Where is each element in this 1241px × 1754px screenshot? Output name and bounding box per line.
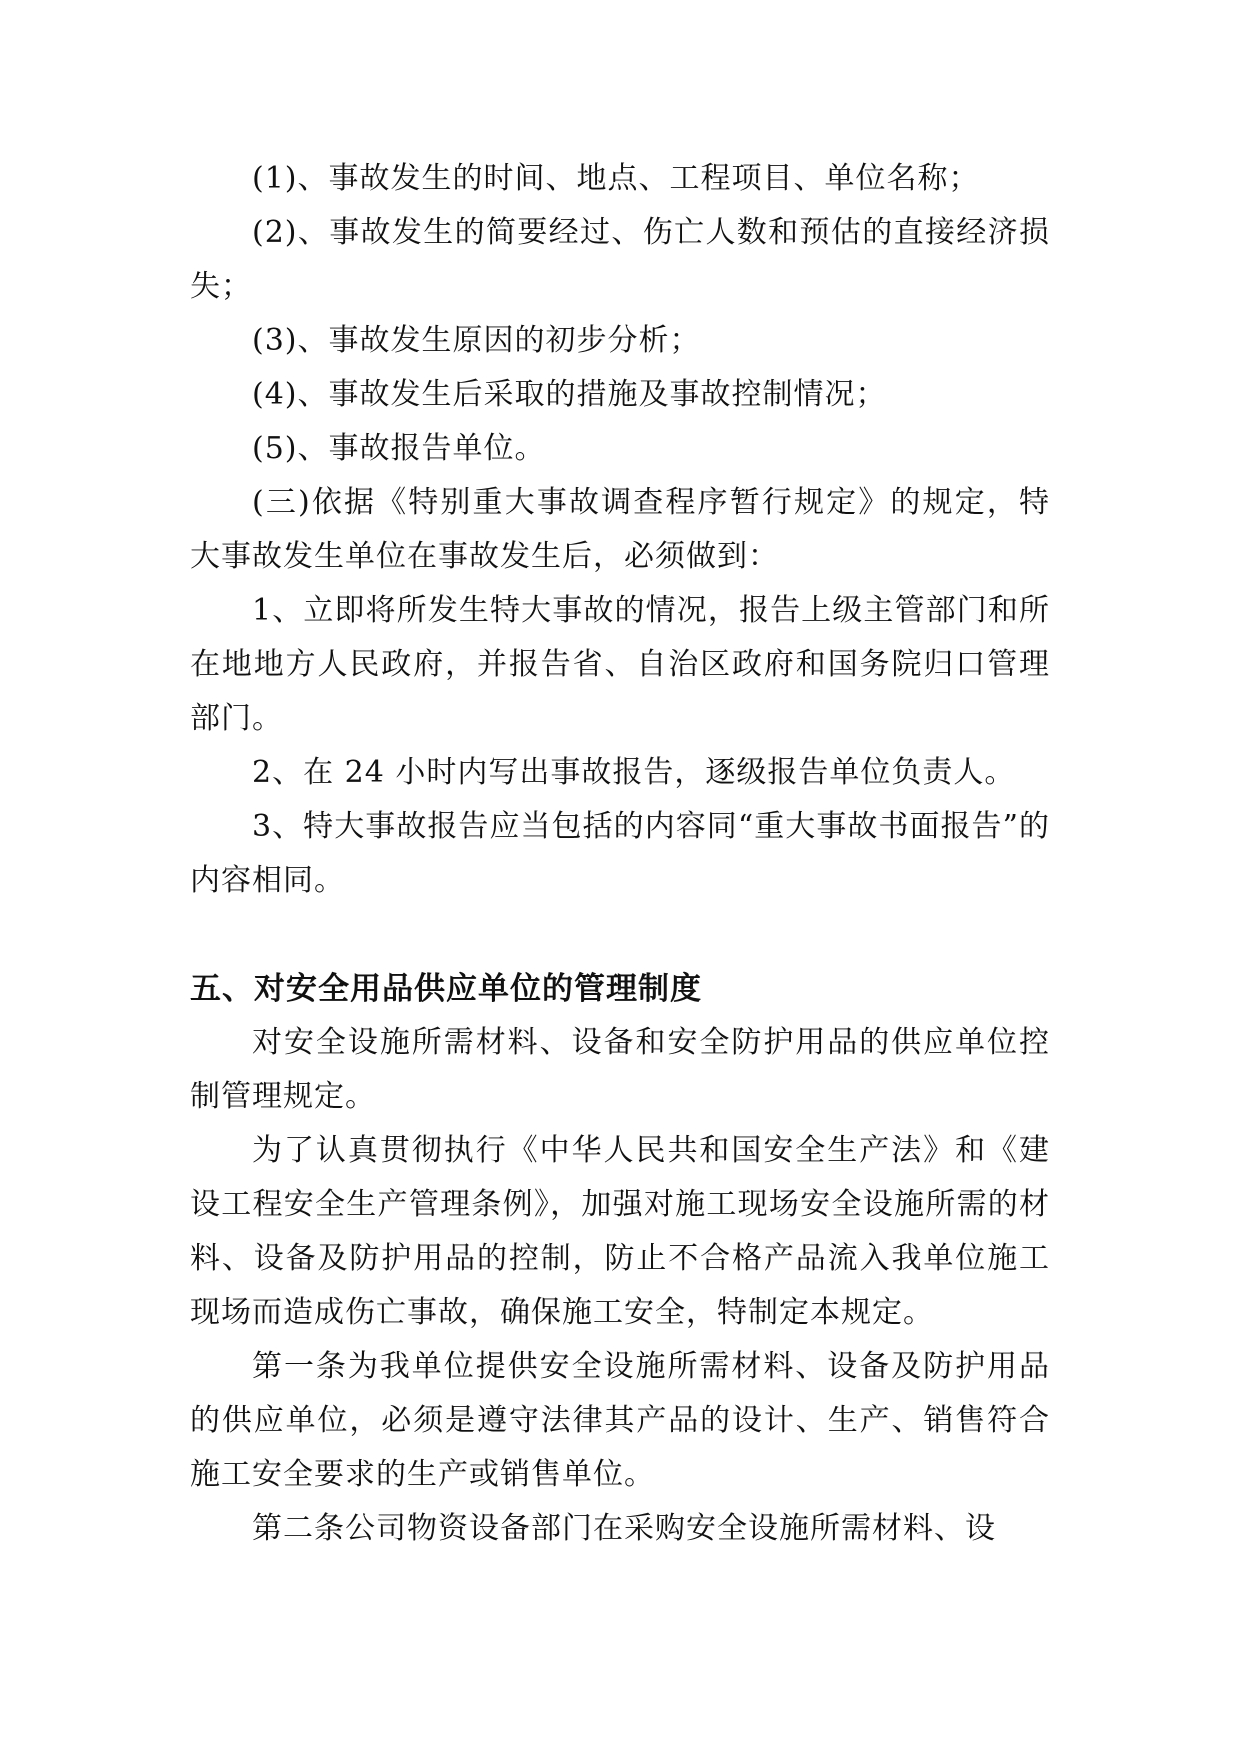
section-five-paragraph-1: 对安全设施所需材料、设备和安全防护用品的供应单位控制管理规定。 [190, 1025, 1050, 1114]
document-page [190, 152, 1050, 1556]
section-five-heading: 五、对安全用品供应单位的管理制度 [190, 971, 702, 1007]
list-item-1: (1)、事故发生的时间、地点、工程项目、单位名称； [252, 161, 980, 196]
list-item-2: (2)、事故发生的简要经过、伤亡人数和预估的直接经济损失； [190, 215, 1050, 304]
section-five-paragraph-3: 第一条为我单位提供安全设施所需材料、设备及防护用品的供应单位，必须是遵守法律其产品的设计、生产、销售符合施工安全要求的生产或销售单位。 [190, 1349, 1050, 1492]
section-three-intro: (三)依据《特别重大事故调查程序暂行规定》的规定，特大事故发生单位在事故发生后，必须做到： [190, 485, 1050, 574]
section-three-item-2: 2、在 24 小时内写出事故报告，逐级报告单位负责人。 [252, 755, 1016, 790]
list-item-5: (5)、事故报告单位。 [252, 431, 546, 466]
section-five-paragraph-4: 第二条公司物资设备部门在采购安全设施所需材料、设 [252, 1511, 996, 1546]
section-three-item-1: 1、立即将所发生特大事故的情况，报告上级主管部门和所在地地方人民政府，并报告省、自治区政府和国务院归口管理部门。 [190, 593, 1050, 736]
section-three-item-3: 3、特大事故报告应当包括的内容同“重大事故书面报告”的内容相同。 [190, 809, 1050, 898]
section-five-paragraph-2: 为了认真贯彻执行《中华人民共和国安全生产法》和《建设工程安全生产管理条例》，加强对施工现场安全设施所需的材料、设备及防护用品的控制，防止不合格产品流入我单位施工现场而造成伤亡事故，确保施工安全，特制定本规定。 [190, 1133, 1050, 1330]
list-item-4: (4)、事故发生后采取的措施及事故控制情况； [252, 377, 887, 412]
list-item-3: (3)、事故发生原因的初步分析； [252, 323, 701, 358]
